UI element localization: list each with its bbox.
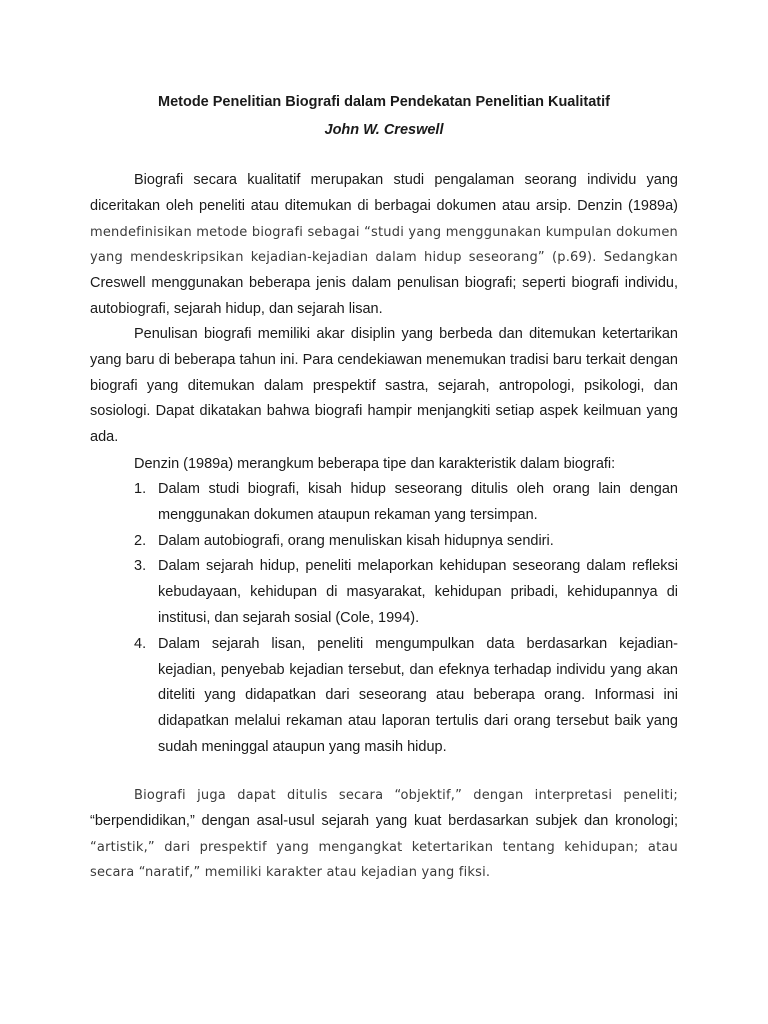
- paragraph-4-part-2: “berpendidikan,” dengan asal-usul sejarah yang kuat berdasarkan subjek dan kronologi;: [90, 812, 678, 829]
- list-item: [90, 632, 678, 761]
- list-item-number: 2.: [134, 532, 147, 549]
- paragraph-2-text: Penulisan biografi memiliki akar disiplin yang berbeda dan ditemukan ketertarikan yang baru di beberapa tahun ini. Para cendekiawan menemukan tradisi baru terkait dengan biografi yang ditemukan dalam prespektif sastra, sejarah, antropologi, psikologi, dan sosiologi. Dapat dikatakan bahwa biografi hampir menjangkiti setiap aspek keilmuan yang ada.: [90, 326, 678, 446]
- paragraph-3: [90, 452, 678, 478]
- list-item: [90, 477, 678, 529]
- paragraph-3-text: Denzin (1989a) merangkum beberapa tipe dan karakteristik dalam biografi:: [134, 456, 616, 472]
- list-item: [90, 529, 678, 555]
- list-item-text: Dalam studi biografi, kisah hidup seseorang ditulis oleh orang lain dengan menggunakan dokumen ataupun rekaman yang tersimpan.: [158, 481, 678, 523]
- paragraph-1-part-2: mendefinisikan metode biografi sebagai “studi yang menggunakan kumpulan dokumen yang mendeskripsikan kejadian-kejadian dalam hidup seseorang” (p.69). Sedangkan: [90, 224, 678, 266]
- paragraph-1-part-1: Biografi secara kualitatif merupakan studi pengalaman seorang individu yang diceritakan oleh peneliti atau ditemukan di berbagai dokumen atau arsip. Denzin (1989a): [90, 172, 678, 214]
- paragraph-1-part-3: Creswell menggunakan beberapa jenis dalam penulisan biografi; seperti biografi individu, autobiografi, sejarah hidup, dan sejarah lisan.: [90, 275, 678, 317]
- paragraph-2: [90, 322, 678, 451]
- paragraph-4-part-3: “artistik,” dari prespektif yang mengangkat ketertarikan tentang kehidupan; atau secara “naratif,” memiliki karakter atau kejadian yang fiksi.: [90, 839, 678, 881]
- characteristics-list: [90, 477, 678, 761]
- paragraph-4: [90, 783, 678, 886]
- list-item-number: 4.: [134, 635, 147, 652]
- list-item-text: Dalam sejarah hidup, peneliti melaporkan kehidupan seseorang dalam refleksi kebudayaan, kehidupan di masyarakat, kehidupan pribadi, kehidupannya di institusi, dan sejarah sosial (Cole, 1994).: [158, 558, 678, 626]
- list-item-number: 1.: [134, 481, 147, 497]
- list-item-text: Dalam autobiografi, orang menuliskan kisah hidupnya sendiri.: [158, 532, 554, 549]
- list-item-number: 3.: [134, 558, 147, 575]
- paragraph-1: [90, 168, 678, 323]
- list-item-text: Dalam sejarah lisan, peneliti mengumpulkan data berdasarkan kejadian-kejadian, penyebab kejadian tersebut, dan efeknya terhadap individu yang akan diteliti yang didapatkan dari seseorang atau beberapa orang. Informasi ini didapatkan melalui rekaman atau laporan tertulis dari orang tersebut baik yang sudah meninggal ataupun yang masih hidup.: [158, 635, 678, 755]
- paragraph-4-part-1: Biografi juga dapat ditulis secara “objektif,” dengan interpretasi peneliti;: [134, 788, 678, 803]
- list-item: [90, 554, 678, 631]
- document-title: Metode Penelitian Biografi dalam Pendekatan Penelitian Kualitatif: [157, 94, 610, 110]
- document-author: John W. Creswell: [324, 122, 444, 138]
